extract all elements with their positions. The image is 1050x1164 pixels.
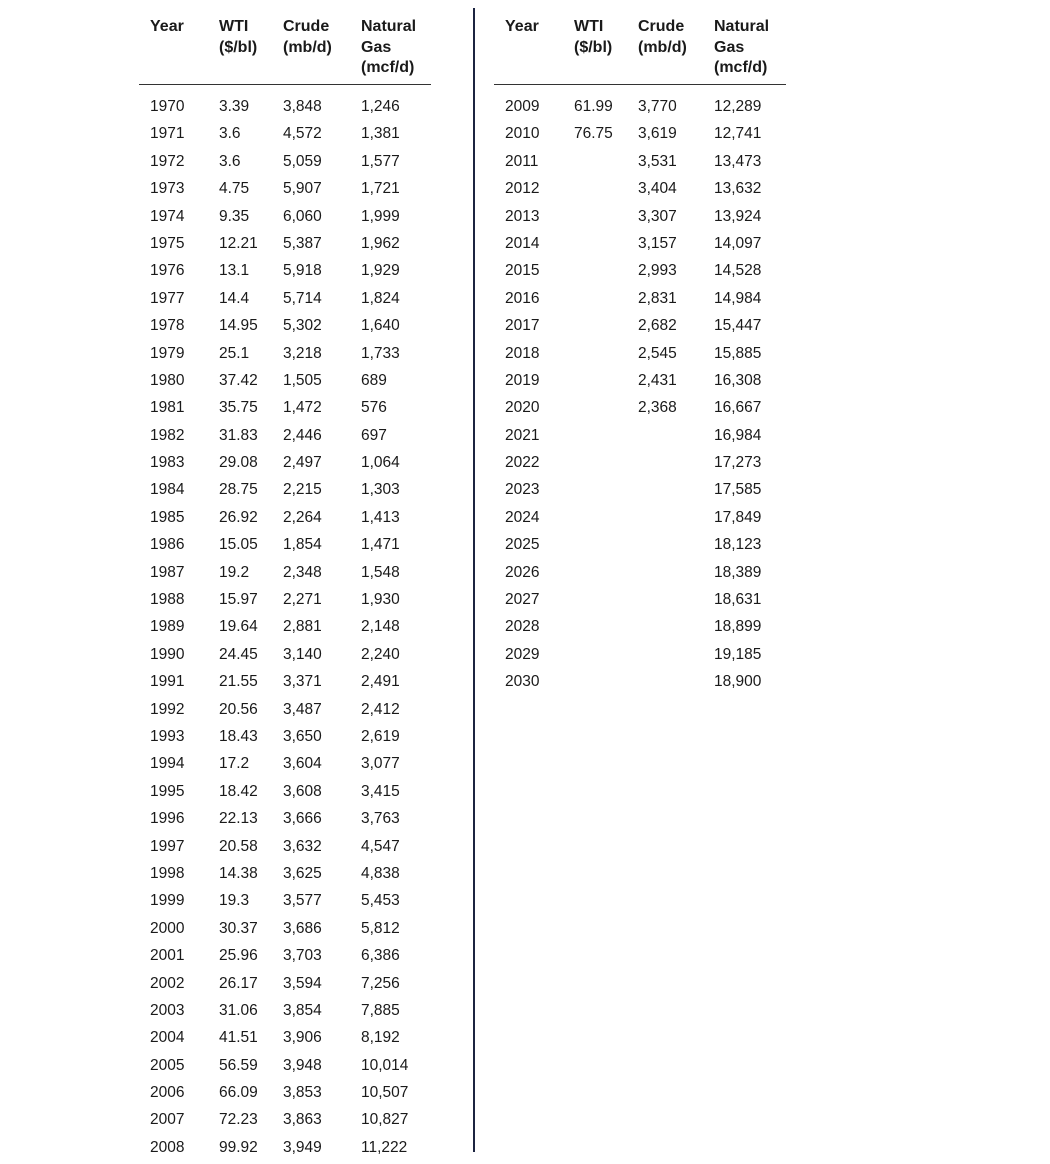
cell-natural-gas: 16,984 (714, 426, 762, 444)
table-row (139, 312, 431, 339)
cell-crude: 3,531 (638, 152, 677, 170)
cell-natural-gas: 14,984 (714, 289, 762, 307)
cell-year: 1977 (150, 289, 185, 307)
cell-crude: 3,157 (638, 234, 677, 252)
cell-year: 2027 (505, 591, 540, 609)
cell-crude: 3,625 (283, 864, 322, 882)
cell-crude: 3,632 (283, 837, 322, 855)
table-row (139, 504, 431, 531)
cell-crude: 2,348 (283, 563, 322, 581)
cell-natural-gas: 1,577 (361, 152, 400, 170)
cell-wti: 56.59 (219, 1056, 258, 1074)
cell-year: 1972 (150, 152, 185, 170)
cell-natural-gas: 16,667 (714, 399, 762, 417)
table-row (494, 148, 786, 175)
cell-year: 2029 (505, 645, 540, 663)
table-row (494, 285, 786, 312)
table-row (139, 613, 431, 640)
table-row (494, 504, 786, 531)
cell-wti: 99.92 (219, 1138, 258, 1156)
cell-natural-gas: 2,491 (361, 673, 400, 691)
cell-crude: 3,848 (283, 98, 322, 115)
cell-natural-gas: 7,885 (361, 1001, 400, 1019)
cell-natural-gas: 19,185 (714, 645, 762, 663)
cell-crude: 1,472 (283, 399, 322, 417)
cell-wti: 35.75 (219, 399, 258, 417)
cell-year: 2002 (150, 974, 185, 992)
cell-year: 2018 (505, 344, 540, 362)
cell-year: 2005 (150, 1056, 185, 1074)
cell-crude: 3,863 (283, 1111, 322, 1129)
cell-wti: 18.42 (219, 782, 258, 800)
left-table-header (139, 0, 431, 85)
cell-wti: 76.75 (574, 125, 613, 143)
cell-crude: 5,387 (283, 234, 322, 252)
table-row (494, 367, 786, 394)
cell-year: 2024 (505, 508, 540, 526)
cell-year: 2009 (505, 98, 540, 115)
cell-natural-gas: 3,077 (361, 755, 400, 773)
cell-crude: 2,368 (638, 399, 677, 417)
cell-crude: 3,594 (283, 974, 322, 992)
cell-natural-gas: 1,064 (361, 454, 400, 472)
header-natural-gas: Natural Gas (mcf/d) (361, 18, 417, 76)
cell-natural-gas: 13,924 (714, 207, 762, 225)
cell-year: 2016 (505, 289, 540, 307)
right-table-header (494, 0, 786, 85)
cell-wti: 72.23 (219, 1111, 258, 1129)
table-row (494, 531, 786, 558)
table-row (139, 1052, 431, 1079)
cell-natural-gas: 1,471 (361, 536, 400, 554)
cell-wti: 17.2 (219, 755, 250, 773)
table-row (139, 970, 431, 997)
cell-crude: 3,650 (283, 727, 322, 745)
cell-natural-gas: 10,014 (361, 1056, 409, 1074)
table-row (139, 1134, 431, 1161)
table-row (139, 203, 431, 230)
cell-wti: 3.6 (219, 152, 241, 170)
cell-wti: 4.75 (219, 180, 250, 198)
cell-wti: 21.55 (219, 673, 258, 691)
table-row (139, 449, 431, 476)
cell-year: 1970 (150, 98, 185, 115)
cell-crude: 3,218 (283, 344, 322, 362)
cell-year: 2007 (150, 1111, 185, 1129)
cell-year: 2028 (505, 618, 540, 636)
cell-natural-gas: 4,838 (361, 864, 400, 882)
table-row (494, 312, 786, 339)
table-row (139, 1079, 431, 1106)
cell-natural-gas: 17,849 (714, 508, 762, 526)
cell-natural-gas: 15,885 (714, 344, 762, 362)
cell-natural-gas: 16,308 (714, 371, 762, 389)
cell-natural-gas: 15,447 (714, 317, 762, 335)
cell-wti: 41.51 (219, 1029, 258, 1047)
cell-year: 1987 (150, 563, 185, 581)
cell-natural-gas: 11,222 (361, 1138, 408, 1156)
header-wti: WTI ($/bl) (574, 18, 613, 56)
cell-wti: 24.45 (219, 645, 258, 663)
cell-wti: 19.3 (219, 892, 250, 910)
cell-crude: 1,505 (283, 371, 322, 389)
table-row (494, 613, 786, 640)
table-row (139, 175, 431, 202)
cell-year: 1980 (150, 371, 185, 389)
cell-year: 2013 (505, 207, 540, 225)
table-row (494, 586, 786, 613)
cell-crude: 3,703 (283, 947, 322, 965)
cell-wti: 28.75 (219, 481, 258, 499)
cell-crude: 3,371 (283, 673, 322, 691)
table-row (139, 997, 431, 1024)
cell-year: 1999 (150, 892, 185, 910)
cell-year: 2019 (505, 371, 540, 389)
cell-crude: 3,853 (283, 1084, 322, 1102)
cell-year: 1976 (150, 262, 185, 280)
cell-crude: 5,918 (283, 262, 322, 280)
cell-natural-gas: 3,415 (361, 782, 400, 800)
cell-natural-gas: 18,900 (714, 673, 762, 691)
cell-year: 2011 (505, 152, 539, 170)
cell-crude: 5,907 (283, 180, 322, 198)
cell-crude: 3,949 (283, 1138, 322, 1156)
cell-year: 1991 (150, 673, 185, 691)
cell-year: 1982 (150, 426, 185, 444)
cell-natural-gas: 10,507 (361, 1084, 409, 1102)
table-row (494, 120, 786, 147)
cell-year: 2008 (150, 1138, 185, 1156)
cell-crude: 3,140 (283, 645, 322, 663)
table-row (139, 476, 431, 503)
cell-year: 1988 (150, 591, 185, 609)
cell-year: 1995 (150, 782, 185, 800)
table-row (139, 1106, 431, 1133)
cell-wti: 31.06 (219, 1001, 258, 1019)
cell-natural-gas: 689 (361, 371, 387, 389)
cell-natural-gas: 18,123 (714, 536, 762, 554)
cell-year: 1985 (150, 508, 185, 526)
table-row (494, 394, 786, 421)
cell-wti: 14.4 (219, 289, 250, 307)
cell-crude: 3,770 (638, 98, 677, 115)
cell-wti: 31.83 (219, 426, 258, 444)
cell-natural-gas: 14,528 (714, 262, 762, 280)
cell-year: 2003 (150, 1001, 185, 1019)
cell-wti: 14.38 (219, 864, 258, 882)
cell-wti: 15.05 (219, 536, 258, 554)
cell-natural-gas: 1,381 (361, 125, 400, 143)
table-row (139, 230, 431, 257)
cell-natural-gas: 13,632 (714, 180, 762, 198)
cell-wti: 37.42 (219, 371, 258, 389)
cell-wti: 12.21 (219, 234, 258, 252)
cell-natural-gas: 1,733 (361, 344, 400, 362)
header-crude: Crude (mb/d) (283, 18, 332, 56)
cell-year: 1983 (150, 454, 185, 472)
cell-wti: 13.1 (219, 262, 250, 280)
cell-natural-gas: 697 (361, 426, 387, 444)
cell-crude: 3,487 (283, 700, 322, 718)
left-table-body (139, 85, 431, 1161)
cell-wti: 22.13 (219, 810, 258, 828)
table-row (139, 887, 431, 914)
cell-wti: 3.39 (219, 98, 250, 115)
table-row (494, 203, 786, 230)
cell-crude: 3,577 (283, 892, 322, 910)
cell-crude: 2,431 (638, 371, 677, 389)
cell-year: 1997 (150, 837, 185, 855)
cell-natural-gas: 18,899 (714, 618, 762, 636)
table-row (139, 257, 431, 284)
cell-year: 1971 (150, 125, 185, 143)
cell-wti: 15.97 (219, 591, 258, 609)
table-row (139, 422, 431, 449)
cell-wti: 20.56 (219, 700, 258, 718)
cell-natural-gas: 12,741 (714, 125, 762, 143)
cell-wti: 9.35 (219, 207, 250, 225)
cell-natural-gas: 2,412 (361, 700, 400, 718)
cell-crude: 3,854 (283, 1001, 322, 1019)
cell-natural-gas: 1,548 (361, 563, 400, 581)
left-table (139, 0, 431, 1161)
cell-year: 1996 (150, 810, 185, 828)
cell-year: 2020 (505, 399, 540, 417)
cell-natural-gas: 2,240 (361, 645, 400, 663)
right-table (494, 0, 786, 696)
cell-natural-gas: 10,827 (361, 1111, 409, 1129)
table-row (494, 93, 786, 120)
table-row (139, 668, 431, 695)
cell-year: 1984 (150, 481, 185, 499)
table-row (139, 531, 431, 558)
header-wti: WTI ($/bl) (219, 18, 258, 56)
header-natural-gas: Natural Gas (mcf/d) (714, 18, 770, 76)
header-year: Year (150, 18, 184, 35)
cell-natural-gas: 17,585 (714, 481, 762, 499)
right-table-body (494, 85, 786, 696)
cell-wti: 19.64 (219, 618, 258, 636)
cell-year: 2026 (505, 563, 540, 581)
cell-wti: 26.92 (219, 508, 258, 526)
cell-crude: 3,948 (283, 1056, 322, 1074)
cell-natural-gas: 576 (361, 399, 387, 417)
cell-year: 1979 (150, 344, 185, 362)
cell-year: 2012 (505, 180, 540, 198)
table-row (139, 805, 431, 832)
cell-year: 1974 (150, 207, 185, 225)
cell-year: 1975 (150, 234, 185, 252)
cell-natural-gas: 7,256 (361, 974, 400, 992)
cell-crude: 3,604 (283, 755, 322, 773)
cell-natural-gas: 18,631 (714, 591, 762, 609)
cell-natural-gas: 1,824 (361, 289, 400, 307)
cell-wti: 14.95 (219, 317, 258, 335)
table-row (494, 175, 786, 202)
table-row (494, 422, 786, 449)
table-row (139, 696, 431, 723)
cell-wti: 30.37 (219, 919, 258, 937)
table-row (494, 641, 786, 668)
cell-wti: 26.17 (219, 974, 258, 992)
cell-wti: 29.08 (219, 454, 258, 472)
cell-natural-gas: 1,999 (361, 207, 400, 225)
header-year: Year (505, 18, 539, 35)
cell-year: 2017 (505, 317, 540, 335)
cell-year: 1992 (150, 700, 185, 718)
table-row (139, 559, 431, 586)
cell-crude: 6,060 (283, 207, 322, 225)
cell-natural-gas: 5,812 (361, 919, 400, 937)
header-crude: Crude (mb/d) (638, 18, 687, 56)
cell-natural-gas: 13,473 (714, 152, 762, 170)
cell-crude: 5,059 (283, 152, 322, 170)
cell-natural-gas: 6,386 (361, 947, 400, 965)
cell-crude: 2,682 (638, 317, 677, 335)
cell-wti: 20.58 (219, 837, 258, 855)
cell-natural-gas: 3,763 (361, 810, 400, 828)
cell-natural-gas: 1,930 (361, 591, 400, 609)
table-row (139, 93, 431, 120)
cell-wti: 25.96 (219, 947, 258, 965)
cell-crude: 2,497 (283, 454, 322, 472)
cell-crude: 5,302 (283, 317, 322, 335)
cell-crude: 3,666 (283, 810, 322, 828)
cell-natural-gas: 1,303 (361, 481, 400, 499)
cell-year: 1993 (150, 727, 185, 745)
cell-year: 2021 (505, 426, 540, 444)
cell-crude: 3,608 (283, 782, 322, 800)
cell-crude: 1,854 (283, 536, 322, 554)
cell-year: 1973 (150, 180, 185, 198)
cell-natural-gas: 1,962 (361, 234, 400, 252)
cell-crude: 3,906 (283, 1029, 322, 1047)
table-row (494, 559, 786, 586)
cell-wti: 66.09 (219, 1084, 258, 1102)
table-row (494, 476, 786, 503)
cell-year: 1990 (150, 645, 185, 663)
cell-natural-gas: 5,453 (361, 892, 400, 910)
cell-wti: 61.99 (574, 98, 613, 115)
table-row (494, 340, 786, 367)
table-row (139, 120, 431, 147)
cell-natural-gas: 17,273 (714, 454, 762, 472)
cell-year: 1994 (150, 755, 185, 773)
cell-crude: 5,714 (283, 289, 322, 307)
table-row (139, 778, 431, 805)
table-row (139, 750, 431, 777)
table-row (139, 285, 431, 312)
cell-year: 2000 (150, 919, 185, 937)
table-row (139, 1024, 431, 1051)
table-row (139, 340, 431, 367)
cell-year: 1986 (150, 536, 185, 554)
cell-crude: 2,446 (283, 426, 322, 444)
cell-year: 2030 (505, 673, 540, 691)
cell-natural-gas: 14,097 (714, 234, 762, 252)
table-row (139, 942, 431, 969)
cell-natural-gas: 1,721 (361, 180, 400, 198)
table-row (494, 230, 786, 257)
cell-crude: 2,881 (283, 618, 322, 636)
cell-natural-gas: 8,192 (361, 1029, 400, 1047)
cell-natural-gas: 4,547 (361, 837, 400, 855)
cell-crude: 3,404 (638, 180, 677, 198)
cell-natural-gas: 1,413 (361, 508, 400, 526)
cell-year: 1998 (150, 864, 185, 882)
cell-crude: 3,307 (638, 207, 677, 225)
cell-wti: 18.43 (219, 727, 258, 745)
cell-crude: 2,271 (283, 591, 322, 609)
cell-year: 2006 (150, 1084, 185, 1102)
cell-year: 2015 (505, 262, 540, 280)
cell-year: 2014 (505, 234, 540, 252)
table-row (139, 586, 431, 613)
table-row (139, 860, 431, 887)
cell-natural-gas: 1,246 (361, 98, 400, 115)
table-row (494, 668, 786, 695)
cell-natural-gas: 2,148 (361, 618, 400, 636)
cell-year: 2023 (505, 481, 540, 499)
table-row (139, 148, 431, 175)
cell-year: 1978 (150, 317, 185, 335)
cell-natural-gas: 1,640 (361, 317, 400, 335)
cell-wti: 25.1 (219, 344, 250, 362)
cell-year: 2004 (150, 1029, 185, 1047)
table-row (139, 833, 431, 860)
table-row (494, 449, 786, 476)
cell-crude: 3,686 (283, 919, 322, 937)
cell-year: 2010 (505, 125, 540, 143)
table-row (139, 723, 431, 750)
cell-natural-gas: 2,619 (361, 727, 400, 745)
cell-year: 1989 (150, 618, 185, 636)
column-divider (473, 8, 475, 1152)
cell-crude: 3,619 (638, 125, 677, 143)
table-row (139, 915, 431, 942)
cell-natural-gas: 12,289 (714, 98, 762, 115)
cell-crude: 2,215 (283, 481, 322, 499)
table-row (494, 257, 786, 284)
cell-crude: 4,572 (283, 125, 322, 143)
cell-wti: 19.2 (219, 563, 250, 581)
cell-crude: 2,545 (638, 344, 677, 362)
cell-crude: 2,993 (638, 262, 677, 280)
table-row (139, 641, 431, 668)
cell-year: 2001 (150, 947, 185, 965)
table-row (139, 394, 431, 421)
cell-year: 2022 (505, 454, 540, 472)
cell-year: 2025 (505, 536, 540, 554)
cell-wti: 3.6 (219, 125, 241, 143)
cell-crude: 2,264 (283, 508, 322, 526)
cell-natural-gas: 18,389 (714, 563, 762, 581)
cell-natural-gas: 1,929 (361, 262, 400, 280)
cell-crude: 2,831 (638, 289, 677, 307)
cell-year: 1981 (150, 399, 185, 417)
table-row (139, 367, 431, 394)
